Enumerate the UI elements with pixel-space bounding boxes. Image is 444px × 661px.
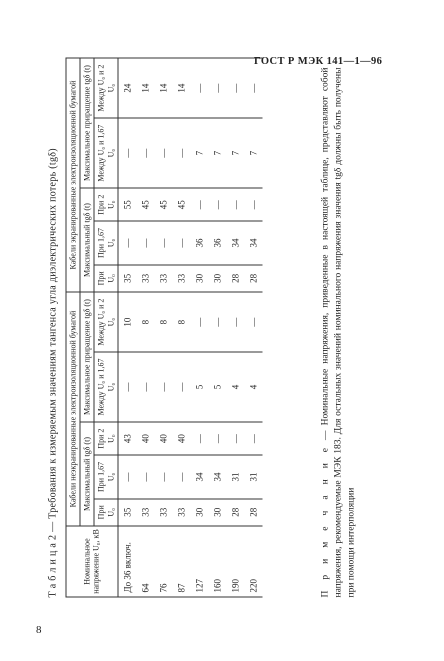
value-cell: — [208, 422, 226, 455]
value-cell: — [208, 292, 226, 352]
value-cell: — [136, 455, 154, 498]
col-u0-b: При U₀ [94, 265, 117, 292]
value-cell: 14 [172, 58, 190, 118]
table-row [136, 58, 154, 597]
value-cell: 33 [154, 265, 172, 292]
value-cell: — [244, 422, 262, 455]
max-increment-header-b: Максимальное приращение tgδ (t) [80, 58, 94, 188]
value-cell: 8 [172, 292, 190, 352]
col-167-b: При 1,67 U₀ [94, 221, 117, 264]
value-cell: 34 [208, 455, 226, 498]
value-cell: 33 [136, 499, 154, 526]
value-cell: 45 [154, 188, 172, 221]
value-cell: 5 [208, 352, 226, 422]
value-cell: 4 [226, 352, 244, 422]
value-cell: 40 [172, 422, 190, 455]
value-cell: 7 [208, 118, 226, 188]
value-cell: 34 [190, 455, 208, 498]
value-cell: 28 [244, 265, 262, 292]
value-cell: 55 [118, 188, 137, 221]
value-cell: — [190, 58, 208, 118]
value-cell: — [154, 352, 172, 422]
value-cell: 36 [190, 221, 208, 264]
value-cell: 4 [244, 352, 262, 422]
value-cell: 28 [244, 499, 262, 526]
voltage-header: Номинальное напряжение U₀, кВ [66, 526, 118, 597]
group-unscreened-header: Кабели неэкранированные электроизоляционной бумагой [66, 292, 80, 526]
col-u0-a: При U₀ [94, 499, 117, 526]
value-cell: — [208, 58, 226, 118]
table-title: Т а б л и ц а 2 — Требования к измеряемым значениям тангенса угла диэлектрических потерь (tgδ) [47, 148, 59, 598]
voltage-cell: 190 [226, 526, 244, 597]
value-cell: 24 [118, 58, 137, 118]
value-cell: — [172, 455, 190, 498]
value-cell: 34 [226, 221, 244, 264]
value-cell: 34 [244, 221, 262, 264]
value-cell: 7 [226, 118, 244, 188]
value-cell: — [172, 118, 190, 188]
value-cell: — [172, 352, 190, 422]
voltage-cell: 76 [154, 526, 172, 597]
value-cell: 10 [118, 292, 137, 352]
table-row [118, 58, 137, 597]
value-cell: — [136, 221, 154, 264]
max-tg-header-b: Максимальный tgδ (t) [80, 188, 94, 292]
voltage-cell: До 36 включ. [118, 526, 137, 597]
value-cell: — [244, 188, 262, 221]
document-header: ГОСТ Р МЭК 141—1—96 [254, 56, 383, 67]
value-cell: — [118, 455, 137, 498]
value-cell: 33 [136, 265, 154, 292]
value-cell: 33 [172, 265, 190, 292]
value-cell: — [136, 352, 154, 422]
value-cell: 33 [172, 499, 190, 526]
value-cell: 43 [118, 422, 137, 455]
col-2u0-b: При 2 U₀ [94, 188, 117, 221]
value-cell: — [154, 118, 172, 188]
col-between-167-a: Между U₀ и 1,67 U₀ [94, 352, 117, 422]
value-cell: 30 [208, 499, 226, 526]
table-row [208, 58, 226, 597]
col-between-2-b: Между U₀ и 2 U₀ [94, 58, 117, 118]
col-167-a: При 1,67 U₀ [94, 455, 117, 498]
col-between-2-a: Между U₀ и 2 U₀ [94, 292, 117, 352]
voltage-cell: 220 [244, 526, 262, 597]
value-cell: 45 [136, 188, 154, 221]
value-cell: — [172, 221, 190, 264]
table-row [154, 58, 172, 597]
note-text: — Номинальные напряжения, приведенные в настоящей таблице, представляют собой напряжения, рекомендуемые МЭК 183. Для остальных значений номинального напряжения значения tgδ должны быть получены при помощи интерполяции [320, 67, 357, 598]
value-cell: 5 [190, 352, 208, 422]
value-cell: — [226, 292, 244, 352]
value-cell: 36 [208, 221, 226, 264]
table-body [118, 58, 263, 597]
value-cell: 31 [226, 455, 244, 498]
value-cell: 30 [190, 265, 208, 292]
table-row [244, 58, 262, 597]
value-cell: 8 [154, 292, 172, 352]
value-cell: — [190, 292, 208, 352]
max-increment-header-a: Максимальное приращение tgδ (t) [80, 292, 94, 422]
value-cell: — [244, 292, 262, 352]
value-cell: — [190, 188, 208, 221]
value-cell: — [118, 221, 137, 264]
value-cell: 33 [154, 499, 172, 526]
value-cell: — [118, 352, 137, 422]
value-cell: 45 [172, 188, 190, 221]
table-row [190, 58, 208, 597]
page-number: 8 [36, 624, 42, 636]
voltage-cell: 87 [172, 526, 190, 597]
value-cell: 31 [244, 455, 262, 498]
value-cell: — [226, 422, 244, 455]
value-cell: — [118, 118, 137, 188]
value-cell: 28 [226, 499, 244, 526]
value-cell: 7 [190, 118, 208, 188]
note-heading: П р и м е ч а н и е [320, 444, 331, 598]
voltage-cell: 64 [136, 526, 154, 597]
max-tg-header-a: Максимальный tgδ (t) [80, 422, 94, 526]
voltage-cell: 160 [208, 526, 226, 597]
value-cell: 8 [136, 292, 154, 352]
col-2u0-a: При 2 U₀ [94, 422, 117, 455]
value-cell: 14 [154, 58, 172, 118]
table-row [226, 58, 244, 597]
value-cell: — [190, 422, 208, 455]
value-cell: — [226, 188, 244, 221]
table-note [320, 68, 358, 598]
value-cell: — [154, 455, 172, 498]
value-cell: 14 [136, 58, 154, 118]
col-between-167-b: Между U₀ и 1,67 U₀ [94, 118, 117, 188]
value-cell: — [208, 188, 226, 221]
group-screened-header: Кабели экранированные электроизоляционной бумагой [66, 58, 80, 292]
value-cell: — [154, 221, 172, 264]
value-cell: — [136, 118, 154, 188]
value-cell: 35 [118, 265, 137, 292]
value-cell: 28 [226, 265, 244, 292]
voltage-cell: 127 [190, 526, 208, 597]
rotated-table-block [48, 58, 393, 598]
value-cell: — [226, 58, 244, 118]
value-cell: 35 [118, 499, 137, 526]
tg-delta-table [66, 58, 263, 598]
value-cell: — [244, 58, 262, 118]
value-cell: 30 [190, 499, 208, 526]
table-row [172, 58, 190, 597]
value-cell: 40 [154, 422, 172, 455]
value-cell: 7 [244, 118, 262, 188]
value-cell: 30 [208, 265, 226, 292]
value-cell: 40 [136, 422, 154, 455]
